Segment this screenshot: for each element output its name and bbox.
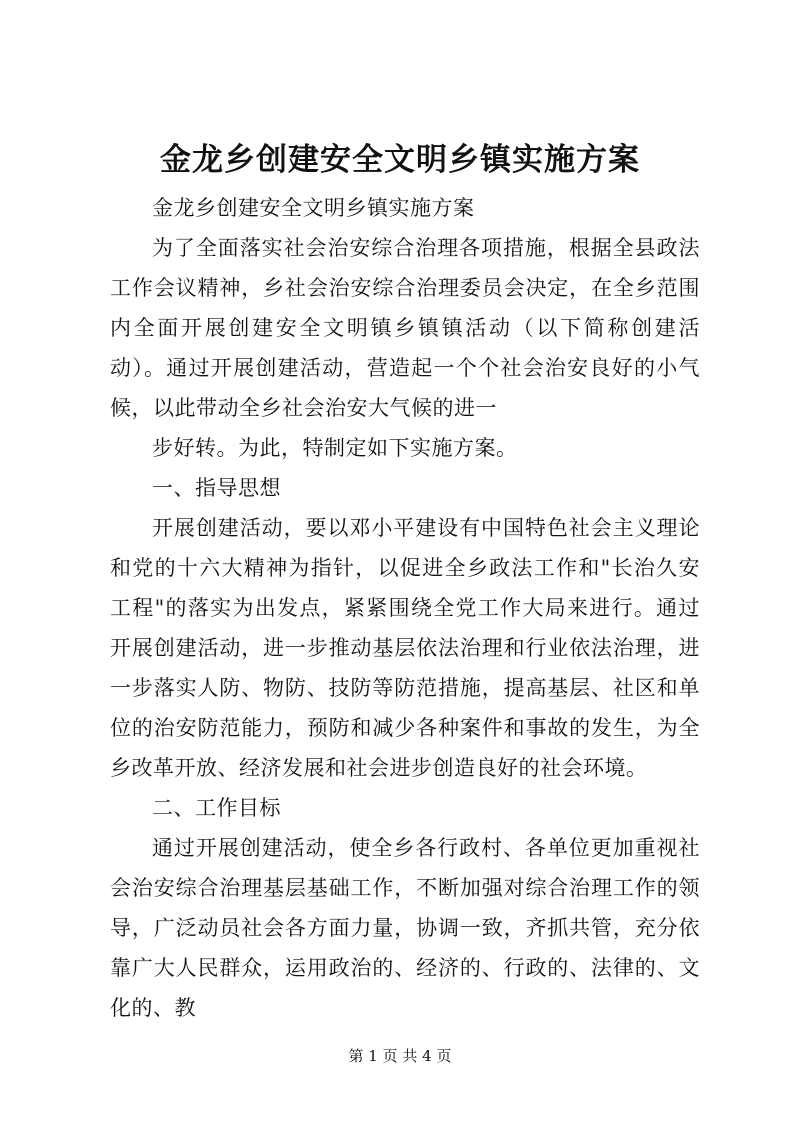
document-title: 金龙乡创建安全文明乡镇实施方案 [160, 142, 640, 178]
document-body [110, 188, 700, 1028]
intro-continuation-paragraph: 步好转。为此，特制定如下实施方案。 [152, 436, 518, 460]
page-footer: 第 1 页 共 4 页 [348, 1047, 452, 1065]
guiding-thought-paragraph: 开展创建活动，要以邓小平建设有中国特色社会主义理论和党的十六大精神为指针，以促进全乡政法工作和"长治久安工程"的落实为出发点，紧紧围绕全党工作大局来进行。通过开展创建活动，进一步推动基层依法治理和行业依法治理，进一步落实人防、物防、技防等防范措施，提高基层、社区和单位的治安防范能力，预防和减少各种案件和事故的发生，为全乡改革开放、经济发展和社会进步创造良好的社会环境。 [110, 516, 700, 780]
intro-paragraph: 为了全面落实社会治安综合治理各项措施，根据全县政法工作会议精神，乡社会治安综合治理委员会决定，在全乡范围内全面开展创建安全文明镇乡镇镇活动（以下简称创建活动）。通过开展创建活动，营造起一个个社会治安良好的小气候，以此带动全乡社会治安大气候的进一 [110, 236, 700, 420]
work-goals-paragraph: 通过开展创建活动，使全乡各行政村、各单位更加重视社会治安综合治理基层基础工作，不断加强对综合治理工作的领导，广泛动员社会各方面力量，协调一致，齐抓共管，充分依靠广大人民群众，运用政治的、经济的、行政的、法律的、文化的、教 [110, 836, 700, 1020]
subtitle-paragraph: 金龙乡创建安全文明乡镇实施方案 [152, 196, 475, 220]
section-heading-guiding-thought: 一、指导思想 [152, 476, 281, 500]
section-heading-work-goals: 二、工作目标 [152, 796, 281, 820]
